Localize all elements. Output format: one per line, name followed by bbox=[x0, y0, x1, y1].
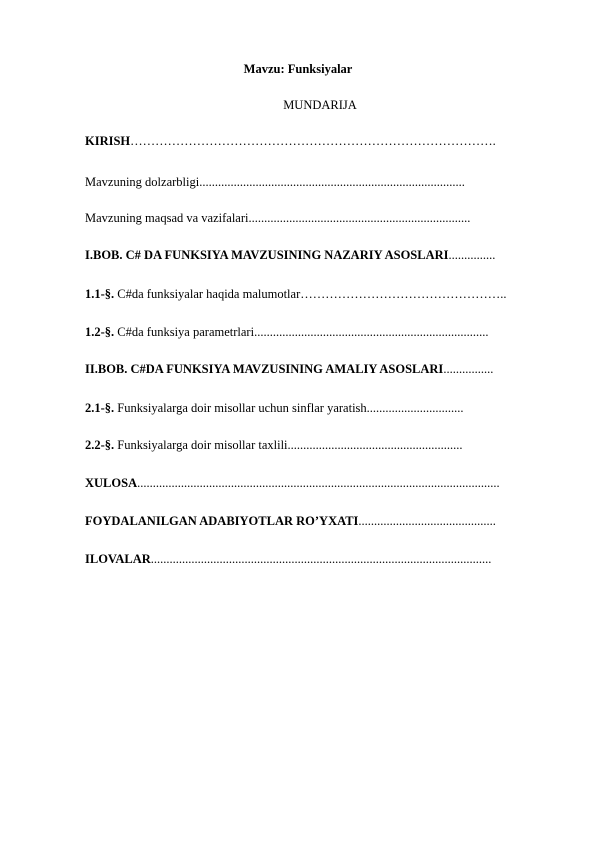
toc-entry bbox=[85, 211, 470, 226]
toc-entry-label: Mavzuning dolzarbligi bbox=[85, 175, 200, 189]
toc-entry-label: XULOSA bbox=[85, 476, 138, 490]
toc-entry bbox=[85, 175, 465, 190]
toc-entry-dots: ..................................................................................... bbox=[199, 175, 465, 189]
toc-entry bbox=[85, 325, 488, 340]
toc-entry-dots: ............................................ bbox=[358, 514, 496, 528]
toc-entry-dots: ............................................................................................................. bbox=[150, 552, 492, 566]
toc-entry-label: Funksiyalarga doir misollar taxlili bbox=[114, 438, 288, 452]
toc-entry-label: Funksiyalarga doir misollar uchun sinflar yaratish bbox=[114, 401, 367, 415]
toc-entry-number: 2.1-§. bbox=[85, 401, 115, 415]
toc-entry bbox=[85, 552, 491, 567]
document-title: Mavzu: Funksiyalar bbox=[243, 62, 353, 76]
toc-entry bbox=[85, 401, 464, 416]
toc-entry-label: FOYDALANILGAN ADABIYOTLAR RO’YXATI bbox=[85, 514, 359, 528]
toc-entry-label: I.BOB. C# DA FUNKSIYA MAVZUSINING NAZARIY ASOSLARI bbox=[85, 248, 449, 262]
toc-entry-dots: ........................................................................... bbox=[254, 325, 489, 339]
toc-entry-dots: .................................................................................................................... bbox=[137, 476, 500, 490]
toc-entry-dots: ................ bbox=[443, 362, 494, 376]
toc-entry-dots: ........................................................ bbox=[287, 438, 463, 452]
toc-entry-label: C#da funksiya parametrlari bbox=[114, 325, 255, 339]
toc-entry-label: Mavzuning maqsad va vazifalari bbox=[85, 211, 249, 225]
toc-entry bbox=[85, 362, 493, 377]
toc-entry bbox=[85, 134, 496, 149]
toc-entry bbox=[85, 248, 495, 263]
toc-entry-dots: ……………………………………………………………………………. bbox=[130, 134, 496, 148]
toc-entry-dots: ............... bbox=[448, 248, 496, 262]
toc-entry-number: 1.1-§. bbox=[85, 287, 115, 301]
toc-entry bbox=[85, 438, 463, 453]
toc-entry-label: C#da funksiyalar haqida malumotlar bbox=[114, 287, 301, 301]
toc-entry-label: II.BOB. C#DA FUNKSIYA MAVZUSINING AMALIY ASOSLARI bbox=[85, 362, 444, 376]
toc-entry-label: KIRISH bbox=[85, 134, 131, 148]
toc-entry-label: ILOVALAR bbox=[85, 552, 151, 566]
toc-entry-number: 2.2-§. bbox=[85, 438, 115, 452]
toc-entry bbox=[85, 514, 496, 529]
toc-entry-dots: ………………………………………….. bbox=[300, 287, 507, 301]
contents-heading: MUNDARIJA bbox=[283, 98, 357, 112]
toc-entry bbox=[85, 287, 506, 302]
toc-entry-number: 1.2-§. bbox=[85, 325, 115, 339]
toc-entry-dots: ....................................................................... bbox=[248, 211, 471, 225]
toc-entry-dots: ............................... bbox=[366, 401, 464, 415]
toc-entry bbox=[85, 476, 500, 491]
